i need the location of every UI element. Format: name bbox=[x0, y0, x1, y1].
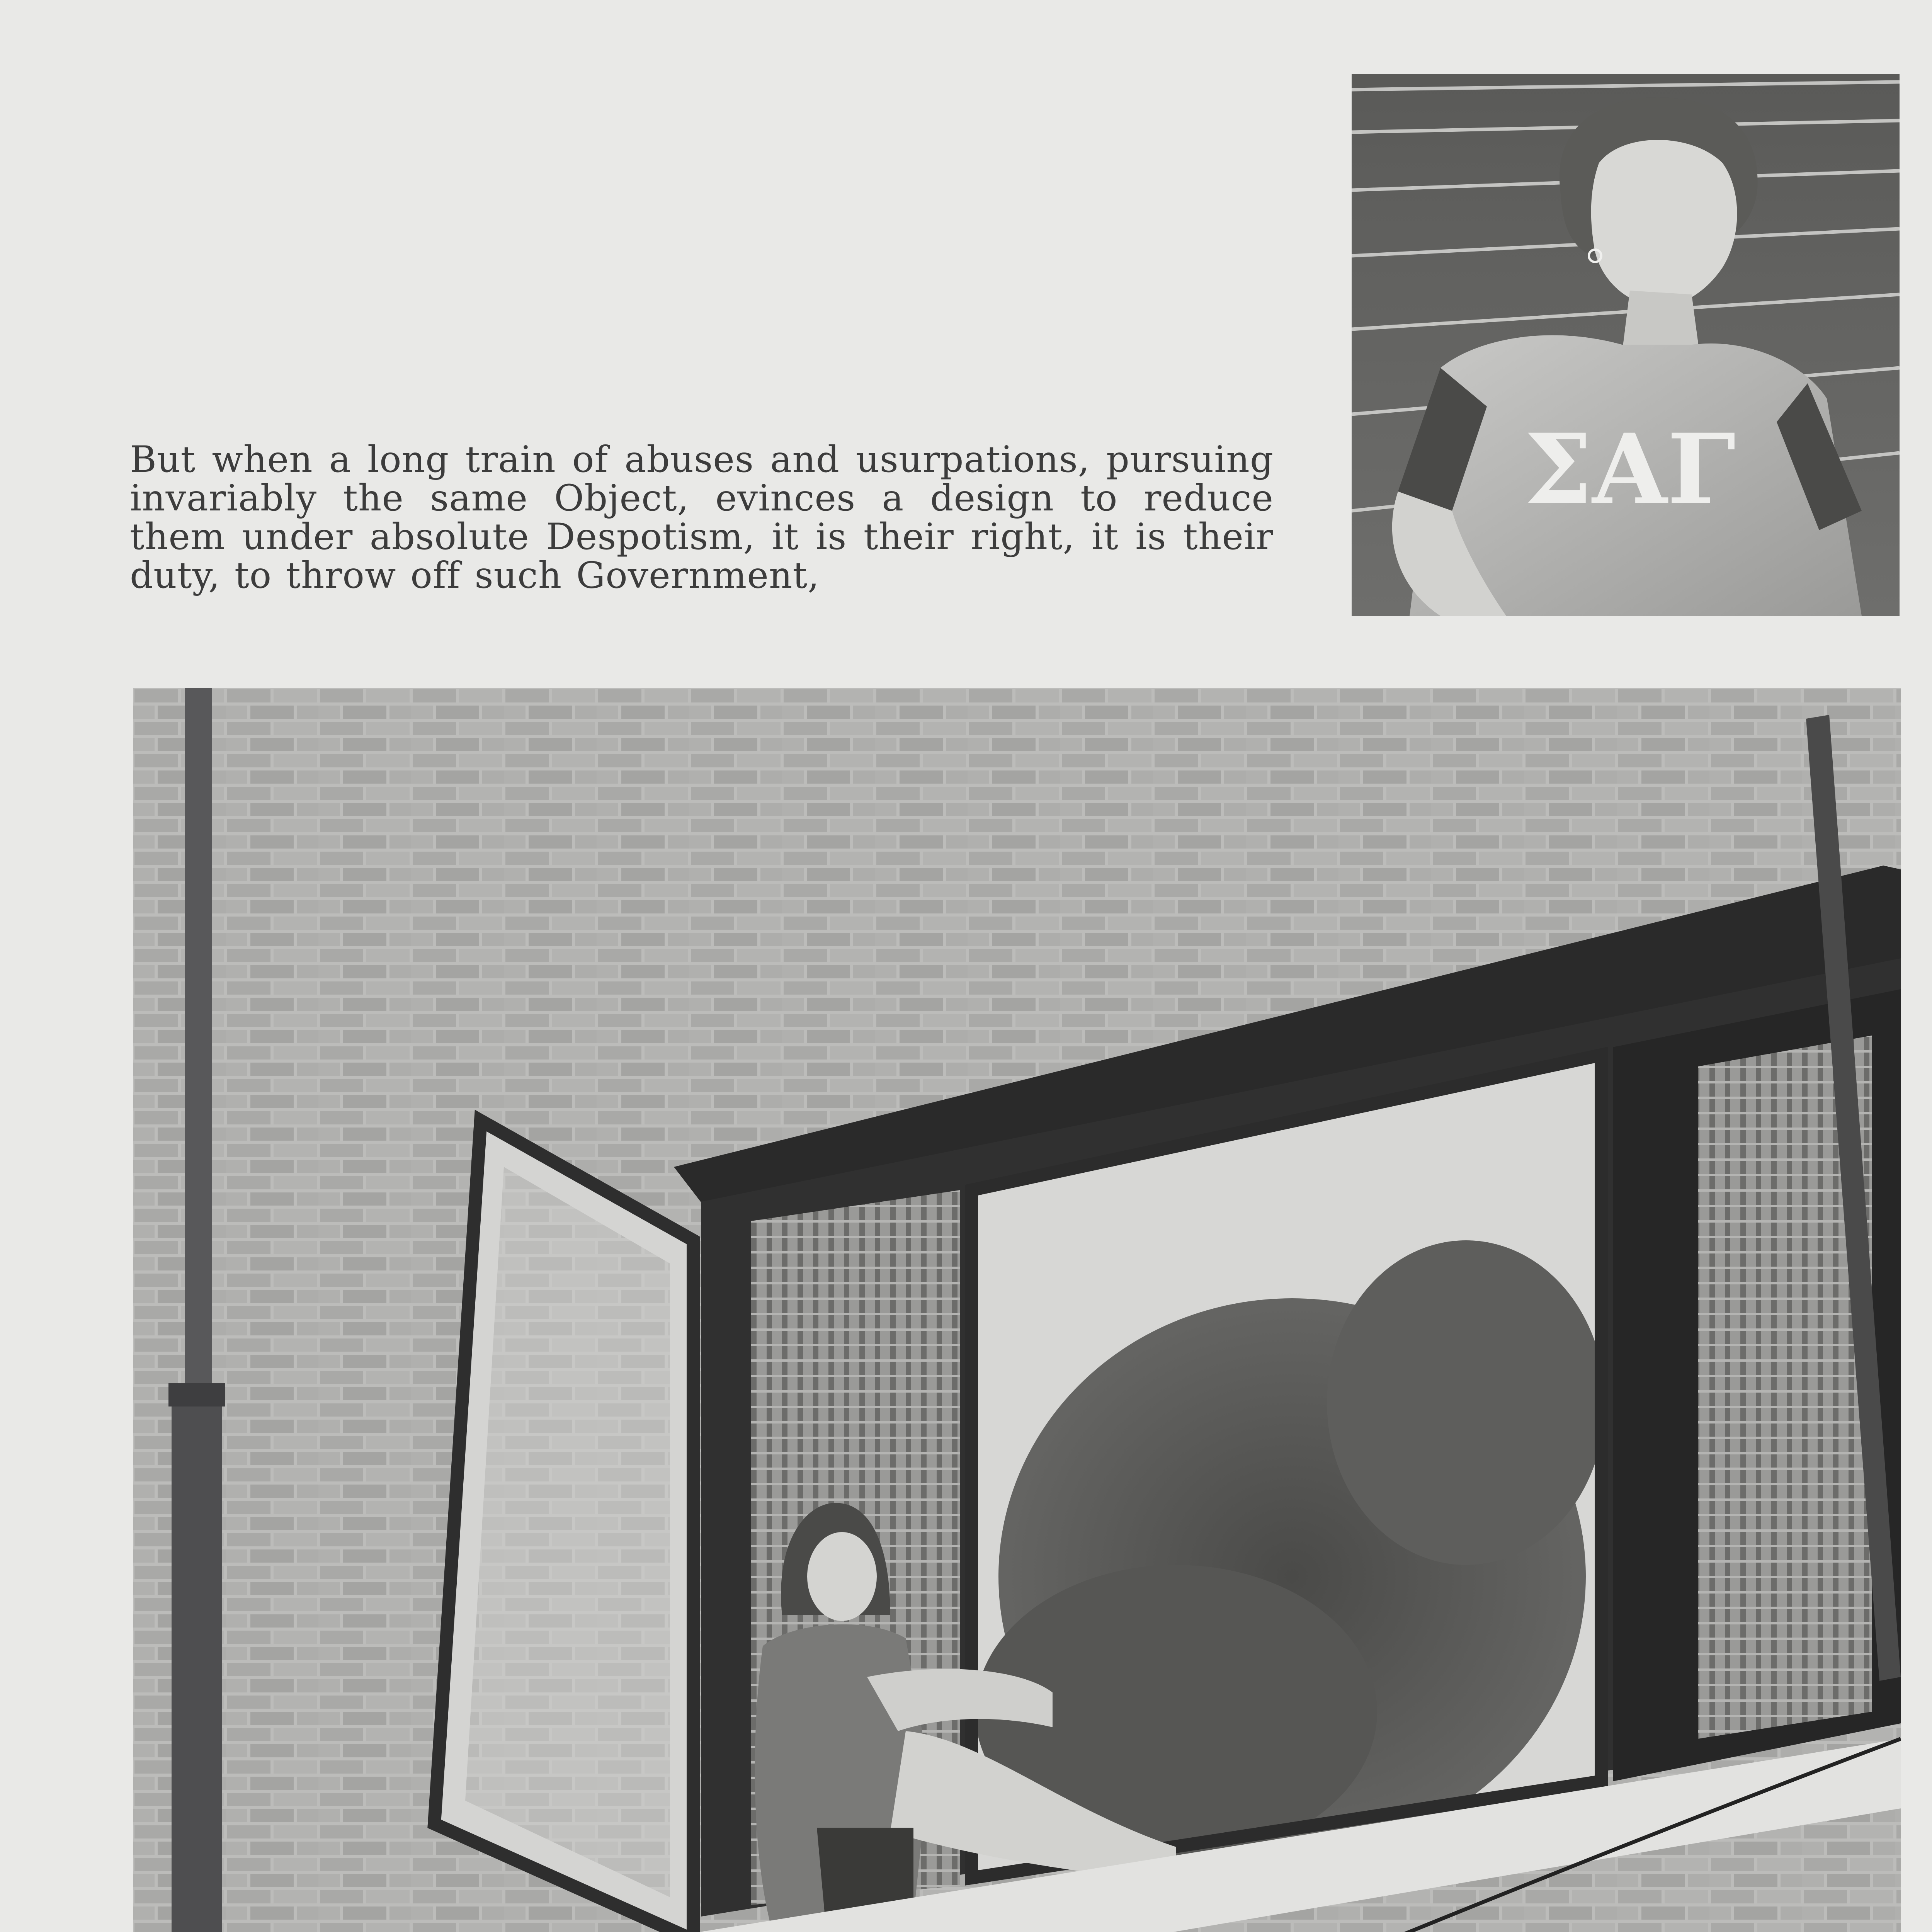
photo-student-on-track-image bbox=[1352, 74, 1900, 616]
photo-student-on-track bbox=[1352, 74, 1900, 616]
photo-student-in-window bbox=[133, 688, 1901, 1932]
quote-text: But when a long train of abuses and usurpations, pursuing invariably the same Object, evinces a design to reduce them under absolute Despotism, it is their right, it is their duty, to throw off such Government, bbox=[130, 439, 1274, 597]
photo-student-in-window-image bbox=[133, 688, 1901, 1932]
shirt-lettering: ΣAΓ bbox=[1524, 412, 1736, 526]
